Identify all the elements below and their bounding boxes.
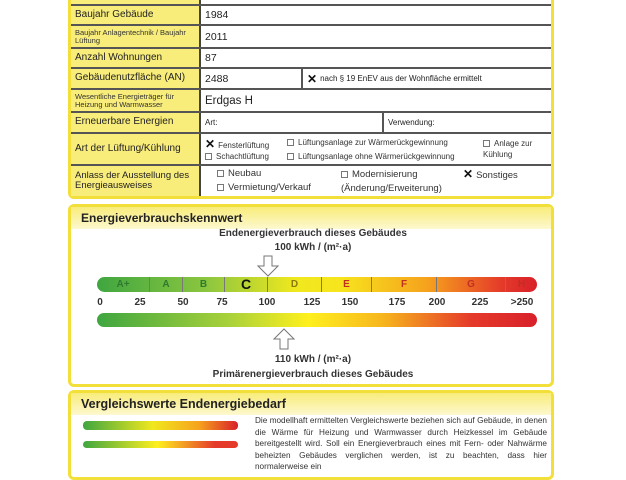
energy-class-A: A xyxy=(150,277,183,292)
mini-scale xyxy=(83,421,238,430)
value: 2011 xyxy=(201,26,551,47)
row-baujahr xyxy=(71,6,551,26)
checked-x-icon: ✕ xyxy=(205,137,216,151)
energy-class-B: B xyxy=(183,277,225,292)
label: Erneuerbare Energien xyxy=(71,113,201,132)
row-lueftung xyxy=(71,134,551,166)
checkbox-icon xyxy=(217,170,224,177)
option-vermietung[interactable]: Vermietung/Verkauf xyxy=(217,182,311,193)
option-sonstiges[interactable]: ✕ Sonstiges xyxy=(463,167,518,181)
building-details-panel xyxy=(68,0,554,199)
label: Anlass der Ausstellung des Energieausweises xyxy=(71,166,201,196)
end-energy-value: 100 kWh / (m²·a) xyxy=(274,242,352,253)
gradient-bar xyxy=(97,313,537,327)
comparison-panel xyxy=(68,390,554,480)
row-energietraeger xyxy=(71,90,551,113)
end-energy-arrow-icon xyxy=(257,255,279,277)
energy-class-F: F xyxy=(372,277,437,292)
verwendung-field[interactable]: Verwendung: xyxy=(384,113,551,132)
mini-gradient xyxy=(83,441,238,448)
row-wohnungen xyxy=(71,49,551,69)
label: Anzahl Wohnungen xyxy=(71,49,201,67)
scale-tick: 100 xyxy=(258,297,276,308)
label: Baujahr Gebäude xyxy=(71,6,201,24)
checkbox-icon xyxy=(217,184,224,191)
option-modernisierung[interactable]: Modernisierung (Änderung/Erweiterung) xyxy=(341,169,442,194)
option-schachtlueftung[interactable]: Schachtlüftung xyxy=(205,152,269,161)
end-energy-label: Endenergieverbrauch dieses Gebäudes xyxy=(219,228,407,239)
primary-energy-value: 110 kWh / (m²·a) xyxy=(274,354,352,365)
section-title: Vergleichswerte Endenergiebedarf xyxy=(71,393,551,415)
row-anlass xyxy=(71,166,551,196)
scale-tick: 225 xyxy=(471,297,489,308)
option-kuehlung[interactable]: Anlage zur Kühlung xyxy=(483,139,533,159)
option-neubau[interactable]: Neubau xyxy=(217,168,261,179)
primary-energy-label: Primärenergieverbrauch dieses Gebäudes xyxy=(212,369,414,380)
label: Gebäudenutzfläche (AN) xyxy=(71,69,201,88)
checkbox-icon xyxy=(483,140,490,147)
value: 2488 xyxy=(201,69,303,88)
row-anlagentechnik xyxy=(71,26,551,49)
checked-x-icon[interactable]: ✕ xyxy=(307,71,318,86)
option-lueftung-ohne-wrg[interactable]: Lüftungsanlage ohne Wärmerückgewinnung xyxy=(287,152,455,161)
option-fensterlueftung[interactable]: ✕ Fensterlüftung xyxy=(205,137,270,151)
energy-class-E: E xyxy=(322,277,372,292)
energy-class-C: C xyxy=(225,277,268,292)
scale-tick: 200 xyxy=(428,297,446,308)
option-lueftung-mit-wrg[interactable]: Lüftungsanlage zur Wärmerückgewinnung xyxy=(287,138,448,147)
primary-energy-arrow-icon xyxy=(273,328,295,350)
row-erneuerbare xyxy=(71,113,551,134)
energy-class-G: G xyxy=(437,277,506,292)
scale-tick: 125 xyxy=(303,297,321,308)
energy-class-H: H xyxy=(517,279,526,290)
label: Wesentliche Energieträger für Heizung und Warmwasser xyxy=(71,90,201,111)
checkbox-icon xyxy=(205,153,212,160)
checkbox-icon xyxy=(341,171,348,178)
value: Erdgas H xyxy=(201,90,551,111)
scale-tick: 150 xyxy=(341,297,359,308)
scale-tick: 75 xyxy=(216,297,228,308)
scale-tick: 175 xyxy=(388,297,406,308)
scale-tick: 50 xyxy=(177,297,189,308)
scale-tick: 25 xyxy=(134,297,146,308)
checkbox-icon xyxy=(287,139,294,146)
row-nutzflaeche xyxy=(71,69,551,90)
note: nach § 19 EnEV aus der Wohnfläche ermittelt xyxy=(320,74,482,83)
section-title: Energieverbrauchskennwert xyxy=(71,207,551,229)
scale-tick: 0 xyxy=(97,297,103,308)
energy-class-D: D xyxy=(268,277,322,292)
value: 87 xyxy=(201,49,551,67)
label: Baujahr Anlagentechnik / Baujahr Lüftung xyxy=(71,26,201,47)
value: 1984 xyxy=(201,6,551,24)
scale-tick: >250 xyxy=(510,297,534,308)
energy-class-A+: A+ xyxy=(97,277,150,292)
checked-x-icon: ✕ xyxy=(463,167,474,181)
comparison-text: Die modellhaft ermittelten Vergleichswerte beziehen sich auf Gebäude, in denen die Wärme für Heizung und Warmwasser durch Heizkessel im Gebäude bereitgestellt wird. Soll ein Energieverbrauch eines mit Fern- oder Nahwärme beheizten Gebäudes verglichen werden, ist zu beachten, dass hier normalerweise ein xyxy=(255,416,547,471)
checkbox-icon xyxy=(287,153,294,160)
label: Art der Lüftung/Kühlung xyxy=(71,134,201,164)
art-field[interactable]: Art: xyxy=(201,113,384,132)
